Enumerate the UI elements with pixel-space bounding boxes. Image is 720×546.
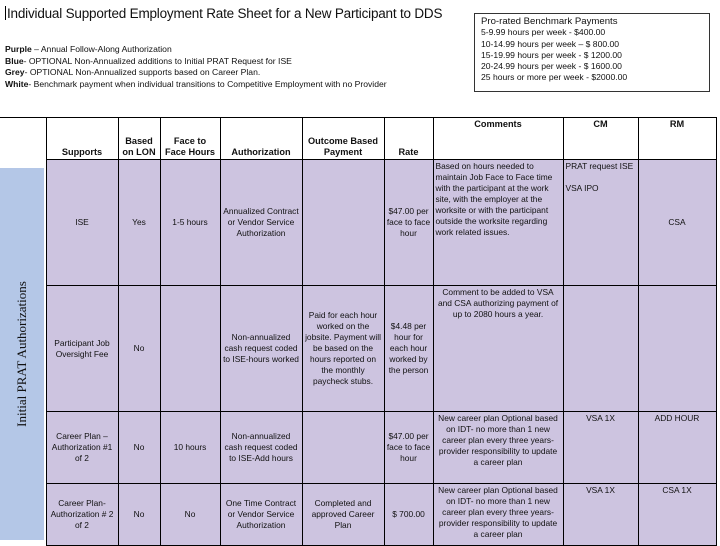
legend-item-white: White- Benchmark payment when individual transitions to Competitive Employment with no Provider [5,78,387,89]
cell-lon: Yes [118,160,160,286]
table-row [0,484,716,546]
cell-outcome: Completed and approved Career Plan [302,484,384,546]
page-title-text: Individual Supported Employment Rate Sheet for a New Participant to DDS [7,6,443,21]
col-header-outcome: Outcome Based Payment [302,118,384,160]
cell-cm: PRAT request ISE VSA IPO [563,160,638,286]
color-legend [5,44,387,90]
benchmark-title: Pro-rated Benchmark Payments [481,16,618,27]
cell-rm: CSA [638,160,716,286]
cell-rate: $47.00 per face to face hour [384,160,433,286]
cell-lon: No [118,412,160,484]
cell-hours: No [160,484,220,546]
col-header-supports: Supports [46,118,118,160]
col-header-cm: CM [563,118,638,160]
cell-comments: Comment to be added to VSA and CSA authorizing payment of up to 2080 hours a year. [433,286,563,412]
side-label-panel [0,168,44,540]
col-header-rate: Rate [384,118,433,160]
cell-authorization: Annualized Contract or Vendor Service Authorization [220,160,302,286]
col-header-authorization: Authorization [220,118,302,160]
page-title [5,6,442,21]
cell-comments: New career plan Optional based on IDT- no more than 1 new career plan every three years- provider responsibility to update a career plan [433,412,563,484]
cell-supports: Career Plan- Authorization # 2 of 2 [46,484,118,546]
cell-rm: CSA 1X [638,484,716,546]
benchmark-line: 15-19.99 hours per week - $ 1200.00 [481,49,622,60]
cell-cm [563,286,638,412]
cell-lon: No [118,484,160,546]
col-header-comments: Comments [433,118,563,160]
benchmark-line: 5-9.99 hours per week - $400.00 [481,27,606,38]
table-header-row [0,118,716,160]
legend-item-grey: Grey- OPTIONAL Non-Annualized supports based on Career Plan. [5,67,261,78]
cell-supports: Participant Job Oversight Fee [46,286,118,412]
legend-item-blue: Blue- OPTIONAL Non-Annualized additions to Initial PRAT Request for ISE [5,55,292,66]
col-header-lon: Based on LON [118,118,160,160]
benchmark-payments-box [474,13,710,92]
benchmark-line: 10-14.99 hours per week – $ 800.00 [481,38,620,49]
text-cursor [5,6,6,20]
cell-authorization: One Time Contract or Vendor Service Authorization [220,484,302,546]
benchmark-line: 25 hours or more per week - $2000.00 [481,72,628,83]
cell-hours: 10 hours [160,412,220,484]
table-row [0,286,716,412]
cell-hours: 1-5 hours [160,160,220,286]
cell-comments: New career plan Optional based on IDT- no more than 1 new career plan every three years- provider responsibility to update a career plan [433,484,563,546]
legend-item-purple: Purple – Annual Follow-Along Authorization [5,44,172,54]
cell-rm: ADD HOUR [638,412,716,484]
cell-supports: Career Plan – Authorization #1 of 2 [46,412,118,484]
cell-outcome: Paid for each hour worked on the jobsite. Payment will be based on the hours reported on the monthly paycheck stubs. [302,286,384,412]
cell-lon: No [118,286,160,412]
cell-rm [638,286,716,412]
cell-hours [160,286,220,412]
cell-authorization: Non-annualized cash request coded to ISE-hours worked [220,286,302,412]
side-label: Initial PRAT Authorizations [14,281,29,427]
cell-rate: $ 700.00 [384,484,433,546]
table-row [0,412,716,484]
rate-table [0,117,717,546]
cell-cm: VSA 1X [563,484,638,546]
table-row [0,160,716,286]
cell-comments: Based on hours needed to maintain Job Face to Face time with the participant at the work site, with the employer at the worksite or with the participant outside the worksite regarding work related issues. [433,160,563,286]
cell-rate: $4.48 per hour for each hour worked by the person [384,286,433,412]
cell-rate: $47.00 per face to face hour [384,412,433,484]
col-header-hours: Face to Face Hours [160,118,220,160]
cell-cm: VSA 1X [563,412,638,484]
cell-authorization: Non-annualized cash request coded to ISE-Add hours [220,412,302,484]
benchmark-line: 20-24.99 hours per week - $ 1600.00 [481,61,622,72]
cell-outcome [302,160,384,286]
cell-outcome [302,412,384,484]
cell-supports: ISE [46,160,118,286]
table-corner [0,118,46,160]
col-header-rm: RM [638,118,716,160]
